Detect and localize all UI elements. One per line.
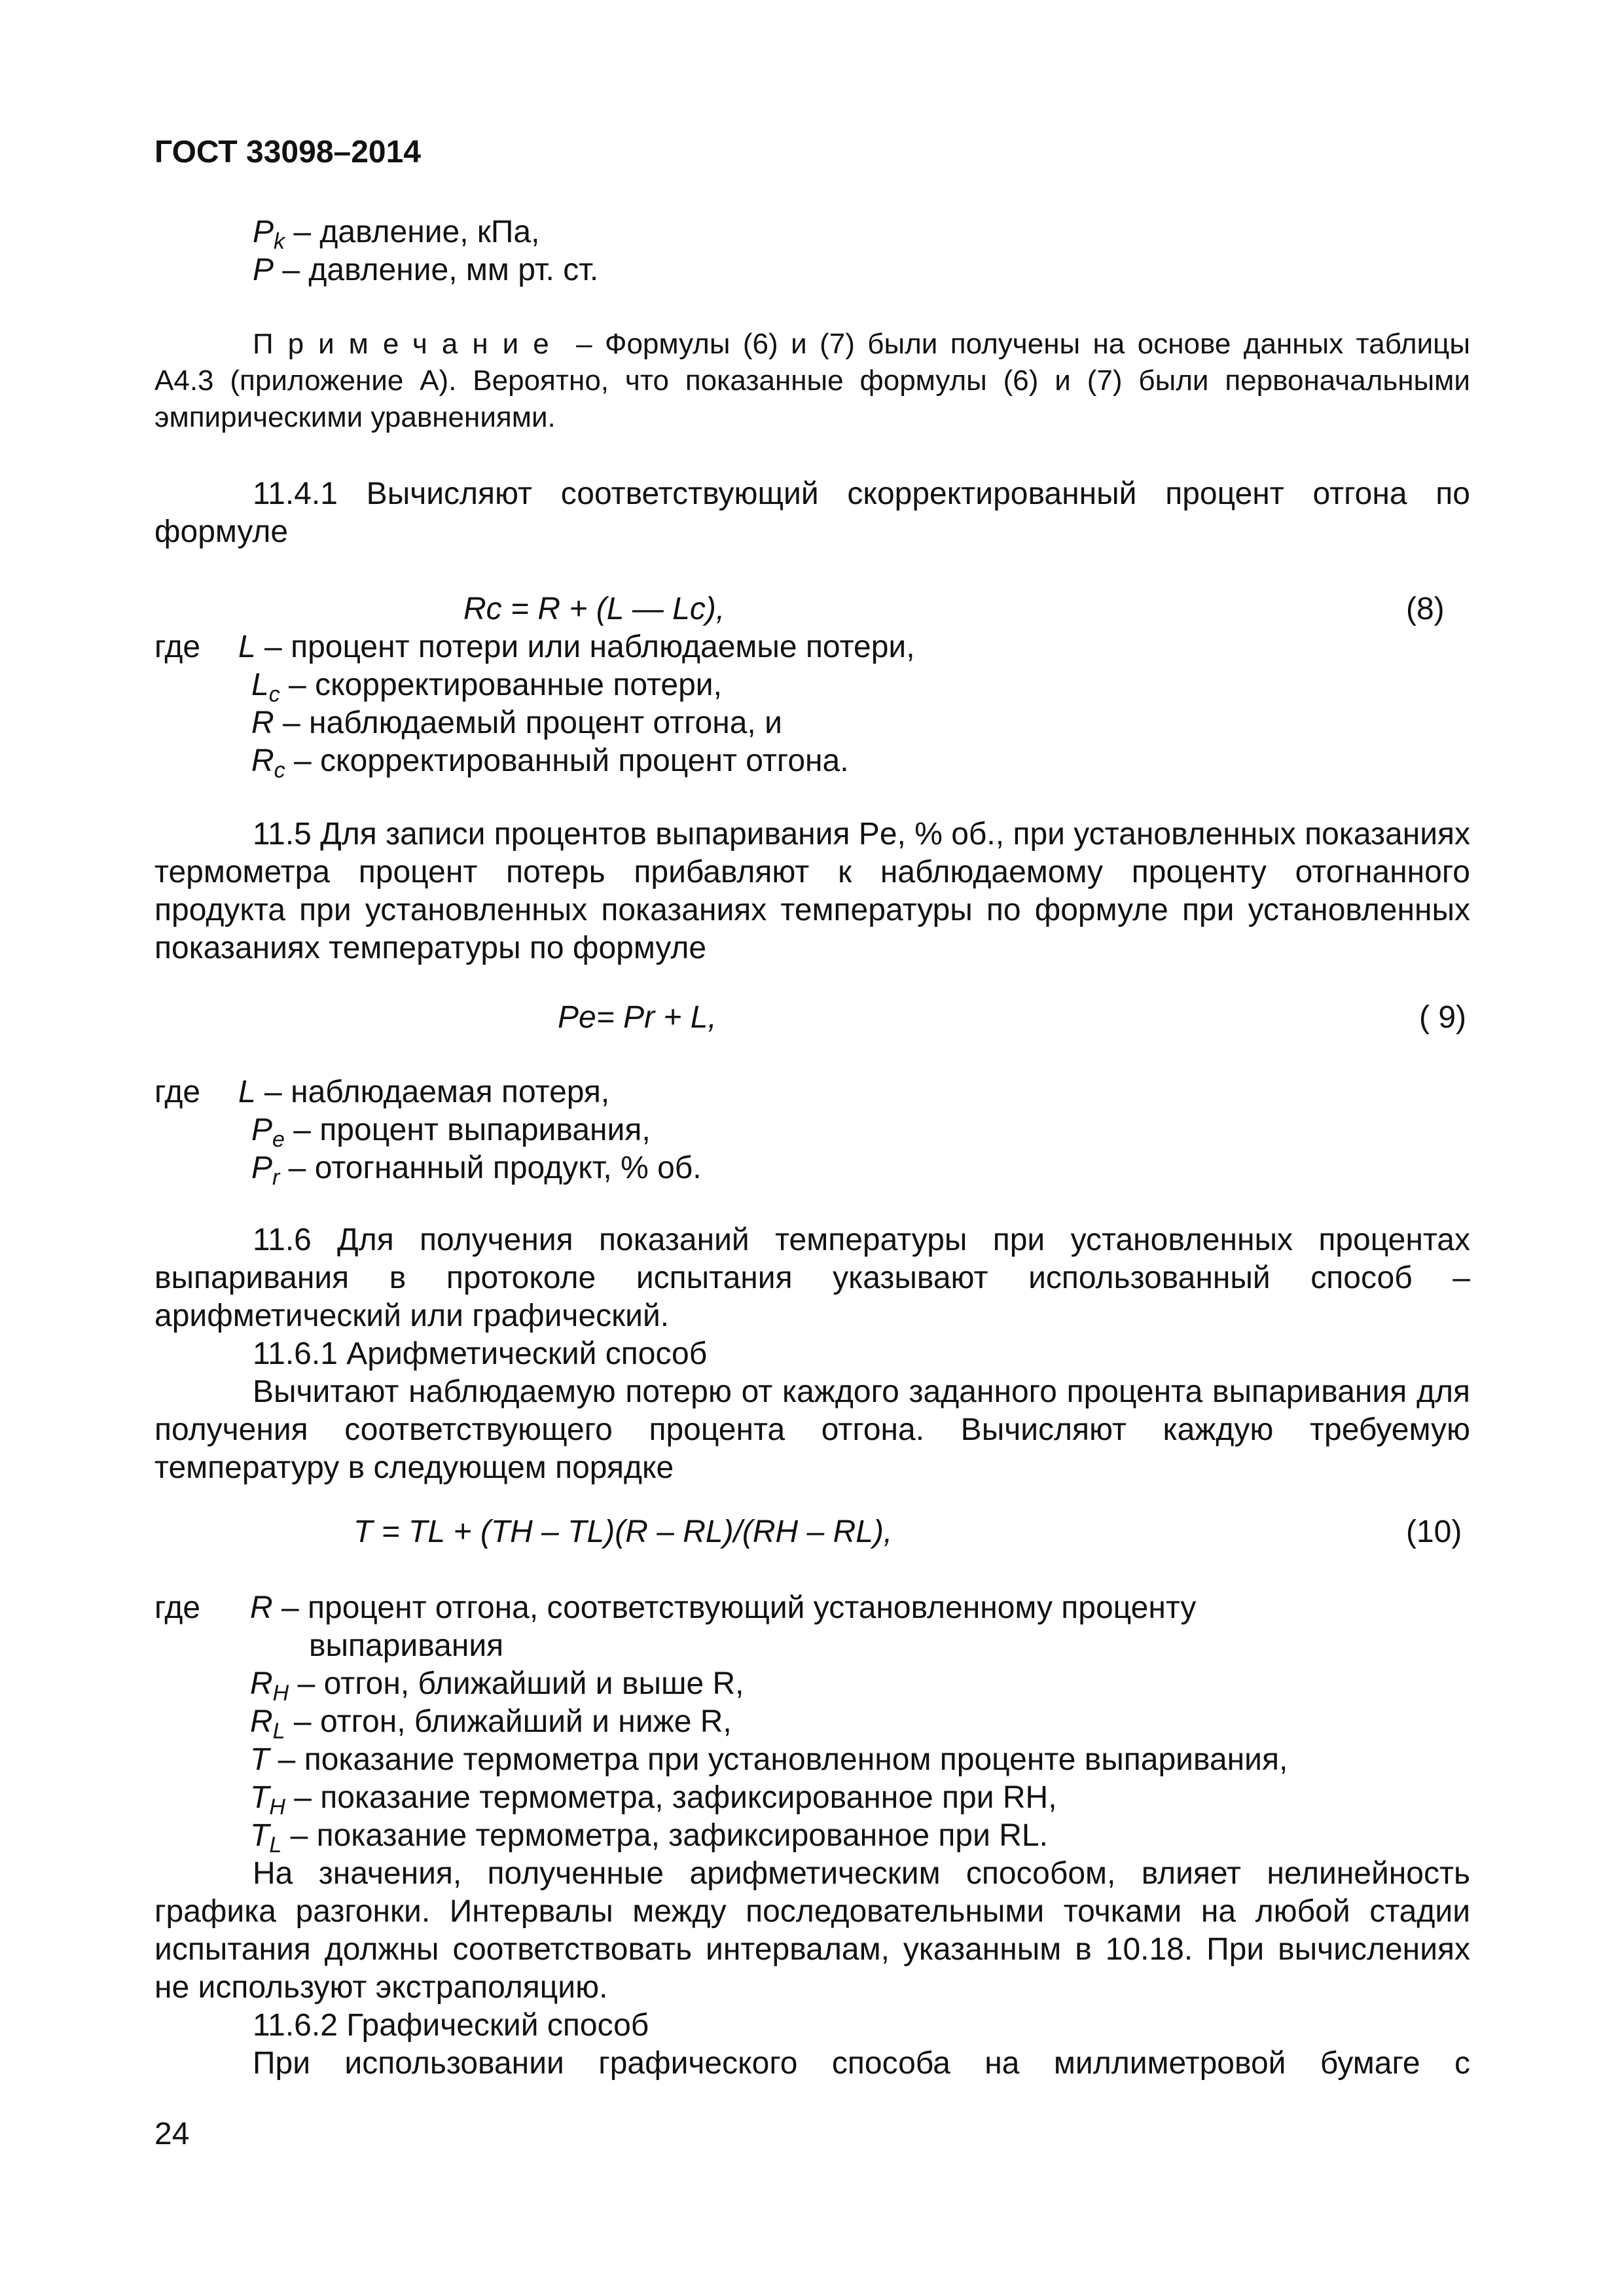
paragraph-values [154,1855,1470,2007]
paragraph-11-6 [154,1221,1470,1335]
item-symbol: P [251,1151,273,1185]
paragraph-11-5 [154,816,1470,967]
where8-item [251,742,849,783]
item-text: – процент отгона, соответствующий установленному проценту [272,1590,1197,1625]
def-text: – давление, кПа, [285,215,540,249]
item-symbol: T [250,1818,270,1853]
paragraph-text: 11.4.1 Вычисляют соответствующий скорректированный процент отгона по формуле [154,476,1470,549]
item-text: – показание термометра, зафиксированное при RH, [285,1780,1057,1815]
where9-item [251,1111,651,1152]
item-subscript: r [272,1165,280,1190]
item-symbol: T [250,1780,270,1815]
item-subscript: e [272,1127,285,1152]
where10-item-r [250,1589,1196,1627]
item-text: – отгон, ближайший и ниже R, [285,1704,732,1739]
item-subscript: H [272,1681,289,1706]
formula-8 [463,590,725,628]
where9-item [238,1073,609,1111]
item-text: – процент выпаривания, [284,1113,651,1147]
formula-text: Rc = R + (L — Lc), [463,592,725,626]
where10-item [250,1703,732,1744]
def-symbol: P [253,253,274,287]
formula-9-number: ( 9) [1419,1000,1466,1035]
paragraph-text: На значения, полученные арифметическим способом, влияет нелинейность графика разгонки. Интервалы между последовательными точками на любой стадии испытания должны соответствовать интервалам, указанным в 10.18. При вычислениях не используют экстраполяцию. [154,1856,1470,2005]
where10-item [250,1817,1048,1855]
where-label: где [154,1590,201,1625]
item-symbol: R [251,744,274,778]
paragraph-text: При использовании графического способа на миллиметровой бумаге с [253,2046,1470,2081]
where9-item [251,1149,702,1190]
item-text: – наблюдаемая потеря, [255,1075,610,1109]
item-symbol: T [250,1742,270,1777]
paragraph-11-6-2 [154,2045,1470,2083]
item-symbol: R [250,1590,273,1625]
page-number: 24 [154,2117,190,2151]
item-text: – показание термометра, зафиксированное при RL. [281,1818,1048,1853]
item-symbol: R [250,1704,273,1739]
item-subscript: L [272,1719,285,1744]
where10-item [250,1741,1288,1779]
formula-text: Pe= Pr + L, [558,1000,717,1035]
item-symbol: L [238,630,256,664]
where-label: где [154,630,201,664]
item-text: – скорректированный процент отгона. [285,744,849,778]
item-symbol: P [251,1113,273,1147]
paragraph-text: 11.5 Для записи процентов выпаривания Pe, % об., при установленных показаниях термометра процент потерь прибавляют к наблюдаемому проценту отогнанного продукта при установленных показаниях температуры по формуле при установленных показаниях температуры по формуле [154,817,1470,965]
item-text: – наблюдаемый процент отгона, и [274,706,782,740]
where8-item [238,628,915,666]
heading-11-6-1: 11.6.1 Арифметический способ [253,1336,708,1371]
item-text: – показание термометра при установленном проценте выпаривания, [269,1742,1288,1777]
where10-item-r-cont: выпаривания [309,1628,504,1663]
def-symbol: P [253,215,274,249]
item-subscript: c [268,682,280,707]
where10-item [250,1665,744,1706]
item-subscript: c [274,758,285,783]
item-text: – отогнанный продукт, % об. [280,1151,702,1185]
formula-text: T = TL + (TH – TL)(R – RL)/(RH – RL), [353,1515,893,1549]
def-p [253,251,598,289]
item-symbol: R [251,706,274,740]
item-subscript: L [269,1833,282,1857]
document-header: ГОСТ 33098–2014 [154,135,421,170]
formula-10-number: (10) [1406,1515,1462,1549]
heading-11-6-2: 11.6.2 Графический способ [253,2008,649,2043]
def-pk [253,213,540,254]
formula-9 [558,999,717,1037]
paragraph-11-6-1 [154,1373,1470,1487]
formula-8-number: (8) [1406,592,1445,626]
def-text: – давление, мм рт. ст. [274,253,599,287]
formula-10 [353,1513,892,1551]
note-paragraph [154,326,1470,436]
note-label: Примечание [253,328,564,360]
paragraph-text: Вычитают наблюдаемую потерю от каждого заданного процента выпаривания для получения соответствующего процента отгона. Вычисляют каждую требуемую температуру в следующем порядке [154,1374,1470,1485]
where10-item [250,1779,1057,1820]
paragraph-11-4-1 [154,475,1470,551]
def-subscript: k [274,229,285,254]
where8-item [251,666,722,707]
item-text: – отгон, ближайший и выше R, [289,1666,744,1701]
item-subscript: H [269,1795,285,1820]
paragraph-text: 11.6 Для получения показаний температуры при установленных процентах выпаривания в протоколе испытания указывают использованный способ – арифметический или графический. [154,1223,1470,1333]
note-text: – Формулы (6) и (7) были получены на основе данных таблицы А4.3 (приложение А). Вероятно, что показанные формулы (6) и (7) были первоначальными эмпирическими уравнениями. [154,328,1470,433]
item-symbol: R [250,1666,273,1701]
item-text: – скорректированные потери, [280,668,722,702]
item-text: – процент потери или наблюдаемые потери, [255,630,915,664]
where8-item [251,704,782,742]
where-label: где [154,1075,201,1109]
item-symbol: L [238,1075,256,1109]
item-symbol: L [251,668,269,702]
